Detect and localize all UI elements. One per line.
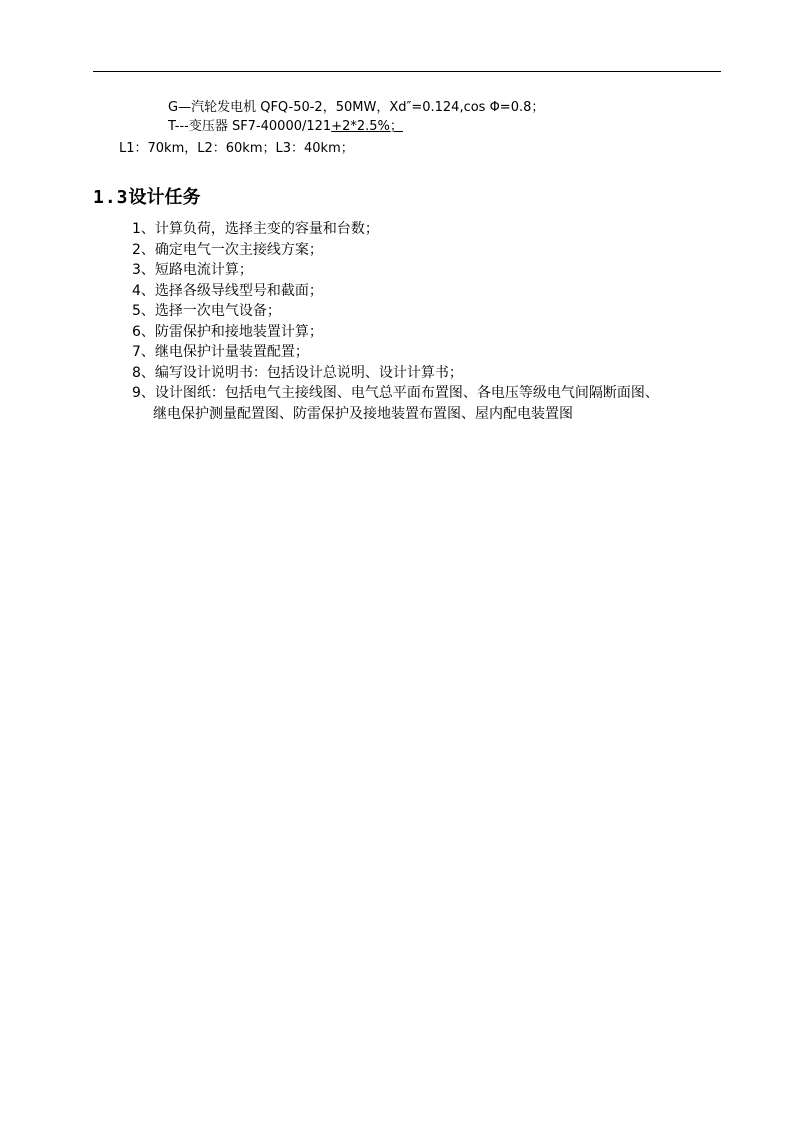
transformer-tolerance: +2*2.5%； — [331, 119, 403, 134]
generator-spec: G—汽轮发电机 QFQ-50-2，50MW，Xd″=0.124,cos Φ=0.8； — [168, 100, 545, 115]
task-item-1: 1、计算负荷，选择主变的容量和台数； — [132, 221, 379, 237]
task-item-4: 4、选择各级导线型号和截面； — [132, 282, 323, 299]
task-item-6: 6、防雷保护和接地装置计算； — [132, 323, 323, 340]
task-item-9-text: 9、设计图纸：包括电气主接线图、电气总平面布置图、各电压等级电气间隔断面图、 — [132, 385, 659, 401]
line-lengths: L1：70km，L2：60km；L3：40km； — [119, 141, 354, 156]
task-list — [132, 219, 732, 424]
task-item-9 — [132, 383, 732, 424]
section-number: 1.3 — [93, 187, 129, 208]
header-rule — [93, 71, 721, 72]
transformer-spec — [168, 118, 425, 136]
task-item-8: 8、编写设计说明书：包括设计总说明、设计计算书； — [132, 364, 463, 381]
section-title: 设计任务 — [128, 187, 201, 208]
task-item-5: 5、选择一次电气设备； — [132, 303, 281, 319]
transformer-model: T---变压器 SF7-40000/121 — [168, 119, 332, 134]
task-item-2: 2、确定电气一次主接线方案； — [132, 241, 323, 258]
section-heading — [93, 186, 201, 210]
task-item-9-continuation: 继电保护测量配置图、防雷保护及接地装置布置图、屋内配电装置图 — [153, 405, 573, 422]
task-item-3: 3、短路电流计算； — [132, 262, 253, 278]
task-item-7: 7、继电保护计量装置配置； — [132, 344, 309, 360]
